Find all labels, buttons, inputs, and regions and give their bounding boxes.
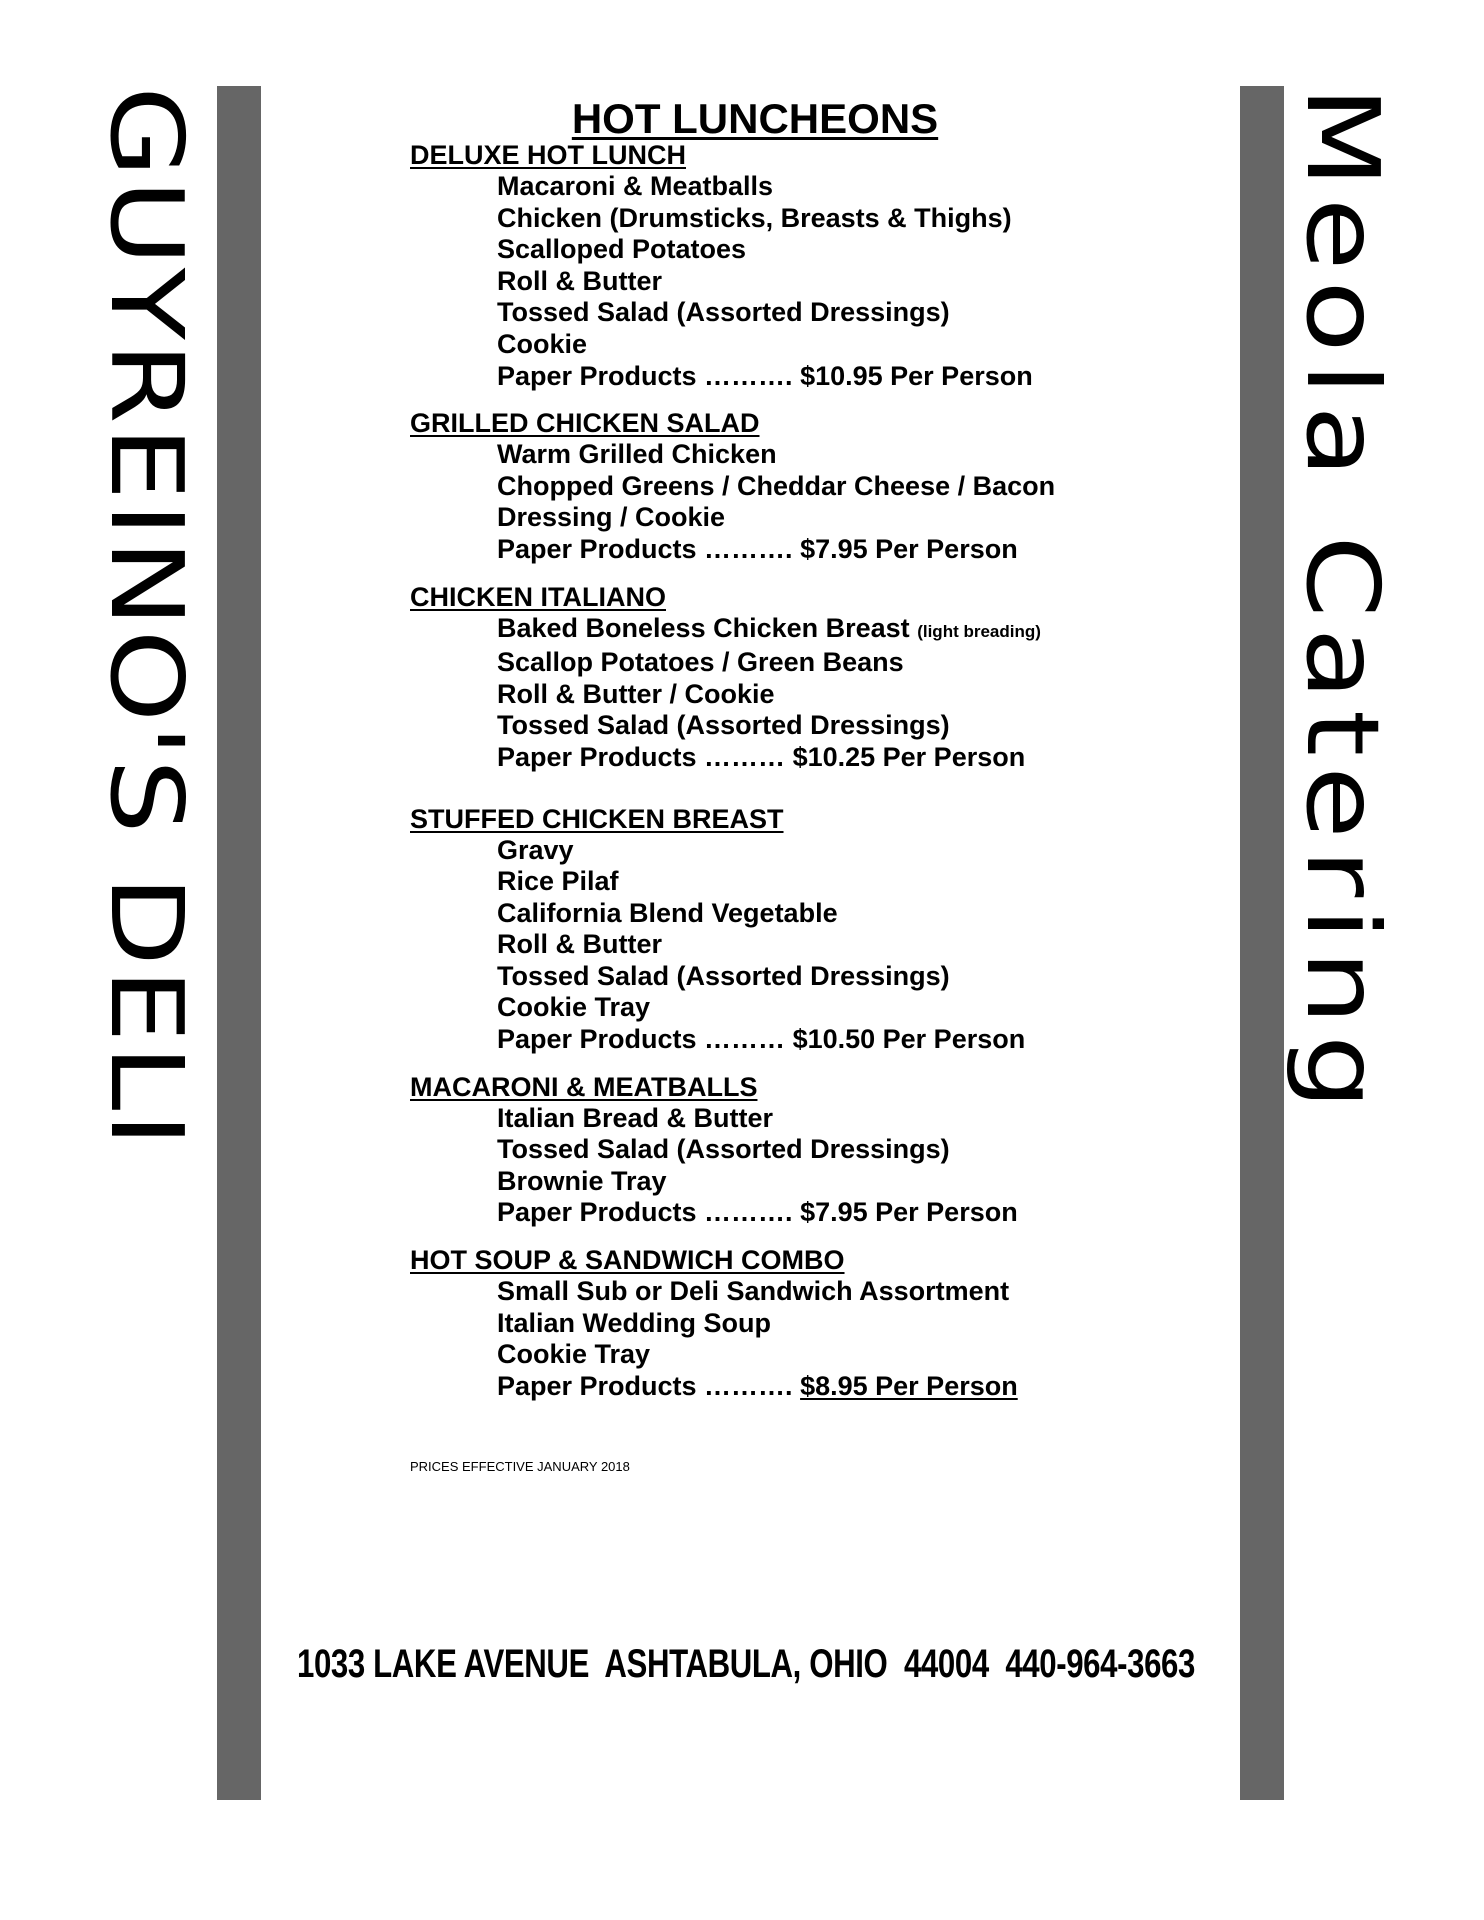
menu-item: Scallop Potatoes / Green Beans [497,647,904,678]
price-line [410,1371,1170,1403]
page-title-text: HOT LUNCHEONS [571,95,939,142]
price-prefix: Paper Products ………. [497,1370,801,1401]
menu-item: Cookie Tray [497,992,651,1023]
section-title: STUFFED CHICKEN BREAST [410,803,784,834]
menu-item: Roll & Butter [497,265,662,296]
section-title: MACARONI & MEATBALLS [410,1071,758,1102]
price-line: Paper Products ………. $7.95 Per Person [497,533,1018,564]
menu-item: Scalloped Potatoes [497,234,747,265]
menu-item: Italian Wedding Soup [497,1307,771,1338]
menu-item: Cookie [497,328,588,359]
section-title: GRILLED CHICKEN SALAD [410,408,760,439]
menu-item: Brownie Tray [497,1165,667,1196]
menu-item [410,613,1170,648]
left-gray-bar [217,86,261,1800]
price-line: Paper Products ………. $7.95 Per Person [497,1197,1018,1228]
menu-item: Tossed Salad (Assorted Dressings) [497,297,950,328]
section-chicken-italiano [410,582,1170,774]
section-stuffed-chicken-breast [410,804,1170,1056]
menu-item: Roll & Butter [497,929,662,960]
menu-content [410,140,1170,1402]
section-deluxe-hot-lunch [410,140,1170,392]
section-title: DELUXE HOT LUNCH [410,140,686,170]
section-title: HOT SOUP & SANDWICH COMBO [410,1245,845,1276]
section-title: CHICKEN ITALIANO [410,581,666,612]
price-line: Paper Products ……… $10.25 Per Person [497,741,1026,772]
price-line: Paper Products ………. $10.95 Per Person [497,360,1033,391]
menu-item-text: Baked Boneless Chicken Breast [497,612,910,643]
menu-item: Chopped Greens / Cheddar Cheese / Bacon [497,470,1056,501]
prices-effective-note: PRICES EFFECTIVE JANUARY 2018 [410,1459,630,1474]
menu-item: Small Sub or Deli Sandwich Assortment [497,1276,1010,1307]
menu-item: Tossed Salad (Assorted Dressings) [497,710,950,741]
right-gray-bar [1240,86,1284,1800]
item-note: (light breading) [917,621,1041,641]
address-line: 1033 LAKE AVENUE ASHTABULA, OHIO 44004 440-964-3663 [297,1642,1195,1686]
menu-item: Tossed Salad (Assorted Dressings) [497,960,950,991]
menu-item: Warm Grilled Chicken [497,439,777,470]
menu-item: Dressing / Cookie [497,502,726,533]
menu-item: Cookie Tray [497,1339,651,1370]
price-value: $8.95 Per Person [800,1370,1018,1401]
section-grilled-chicken-salad [410,408,1170,565]
menu-item: Roll & Butter / Cookie [497,678,775,709]
menu-item: Tossed Salad (Assorted Dressings) [497,1134,950,1165]
section-macaroni-meatballs [410,1072,1170,1229]
menu-item: Italian Bread & Butter [497,1102,774,1133]
side-title-left: GUYREINO'S DELI [88,86,206,1150]
menu-item: Chicken (Drumsticks, Breasts & Thighs) [497,202,1012,233]
section-hot-soup-sandwich-combo [410,1245,1170,1402]
price-line: Paper Products ……… $10.50 Per Person [497,1024,1026,1055]
menu-item: Rice Pilaf [497,866,619,897]
menu-item: California Blend Vegetable [497,897,838,928]
page-title [410,96,1100,142]
side-title-right: Meola Catering [1284,86,1402,1120]
menu-item: Macaroni & Meatballs [497,171,774,201]
menu-item: Gravy [497,834,574,865]
